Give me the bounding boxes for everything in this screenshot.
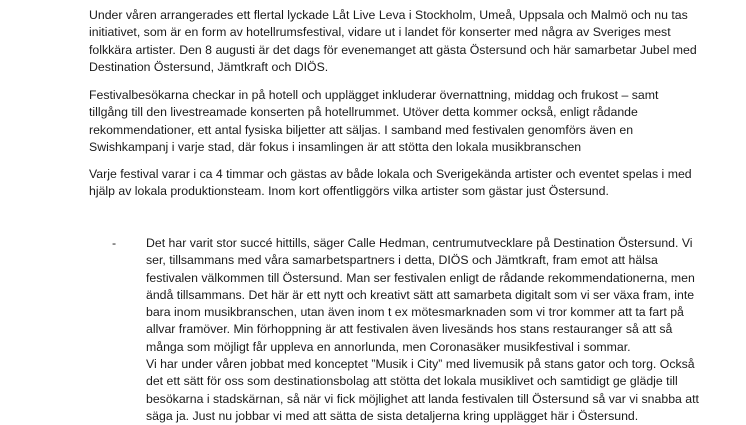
text-line: ändå tillsammans. Det här är ett nytt och kreativt sätt att samarbeta digitalt som vi ser växa fram, inte <box>146 287 695 302</box>
text-line: Destination Östersund, Jämtkraft och DIÖS. <box>89 59 329 74</box>
text-line: folkkära artister. Den 8 augusti är det dags för evenemanget att gästa Östersund och här samarbetar Jubel med <box>89 42 697 57</box>
paragraph-festival-info <box>89 166 729 201</box>
text-line: säga ja. Just nu jobbar vi med att sätta de sista detaljerna kring upplägget här i Östersund. <box>146 408 639 423</box>
text-line: Det har varit stor succé hittills, säger Calle Hedman, centrumutvecklare på Destination Östersund. Vi <box>146 236 693 250</box>
text-line: många som möjligt får uppleva en annorlunda, men Coronasäker musikfestival i sommar. <box>146 339 631 354</box>
list-bullet: - <box>112 236 117 250</box>
text-line: festivalen välkommen till Östersund. Man ser festivalen enligt de rådande rekommendationerna, men <box>146 270 695 285</box>
text-line: bara inom musikbranschen, utan även inom t ex mötesmarknaden som vi tror kommer att ta fart på <box>146 305 684 320</box>
text-line: initiativet, som är en form av hotellrumsfestival, vidare ut i landet för konserter med några av Sveriges mest <box>89 25 671 40</box>
text-line: ser, tillsammans med våra samarbetspartners i detta, DIÖS och Jämtkraft, fram emot att hälsa <box>146 253 658 268</box>
quote-calle-hedman <box>146 235 736 425</box>
paragraph-intro <box>89 7 729 76</box>
text-line: Vi har under våren jobbat med konceptet ”Musik i City” med livemusik på stans gator och torg. Också <box>146 357 695 372</box>
text-line: allvar framöver. Min förhoppning är att festivalen även livesänds hos stans restauranger så att så <box>146 322 673 337</box>
text-line: det ett sätt för oss som destinationsbolag att stötta det lokala musiklivet och samtidigt ge glädje till <box>146 374 678 389</box>
text-line: Varje festival varar i ca 4 timmar och gästas av både lokala och Sverigekända artister och eventet spelas i med <box>89 167 692 181</box>
text-line: tillgång till den livestreamade konserten på hotellrummet. Utöver detta kommer också, enligt rådande <box>89 105 638 120</box>
text-line: besökarna i stadskärnan, så när vi fick möjlighet att landa festivalen till Östersund så var vi snabba att <box>146 391 699 406</box>
text-line: Swishkampanj i varje stad, där fokus i insamlingen är att stötta den lokala musikbranschen <box>89 139 582 154</box>
text-line: rekommendationer, ett antal fysiska biljetter att säljas. I samband med festivalen genomförs även en <box>89 122 634 137</box>
text-line: Festivalbesökarna checkar in på hotell och upplägget inkluderar övernattning, middag och frukost – samt <box>89 88 659 102</box>
text-line: Under våren arrangerades ett flertal lyckade Låt Live Leva i Stockholm, Umeå, Uppsala och Malmö och nu tas <box>89 8 688 22</box>
paragraph-hotel-concept <box>89 87 729 156</box>
text-line: hjälp av lokala produktionsteam. Inom kort offentliggörs vilka artister som gästar just Östersund. <box>89 184 609 199</box>
